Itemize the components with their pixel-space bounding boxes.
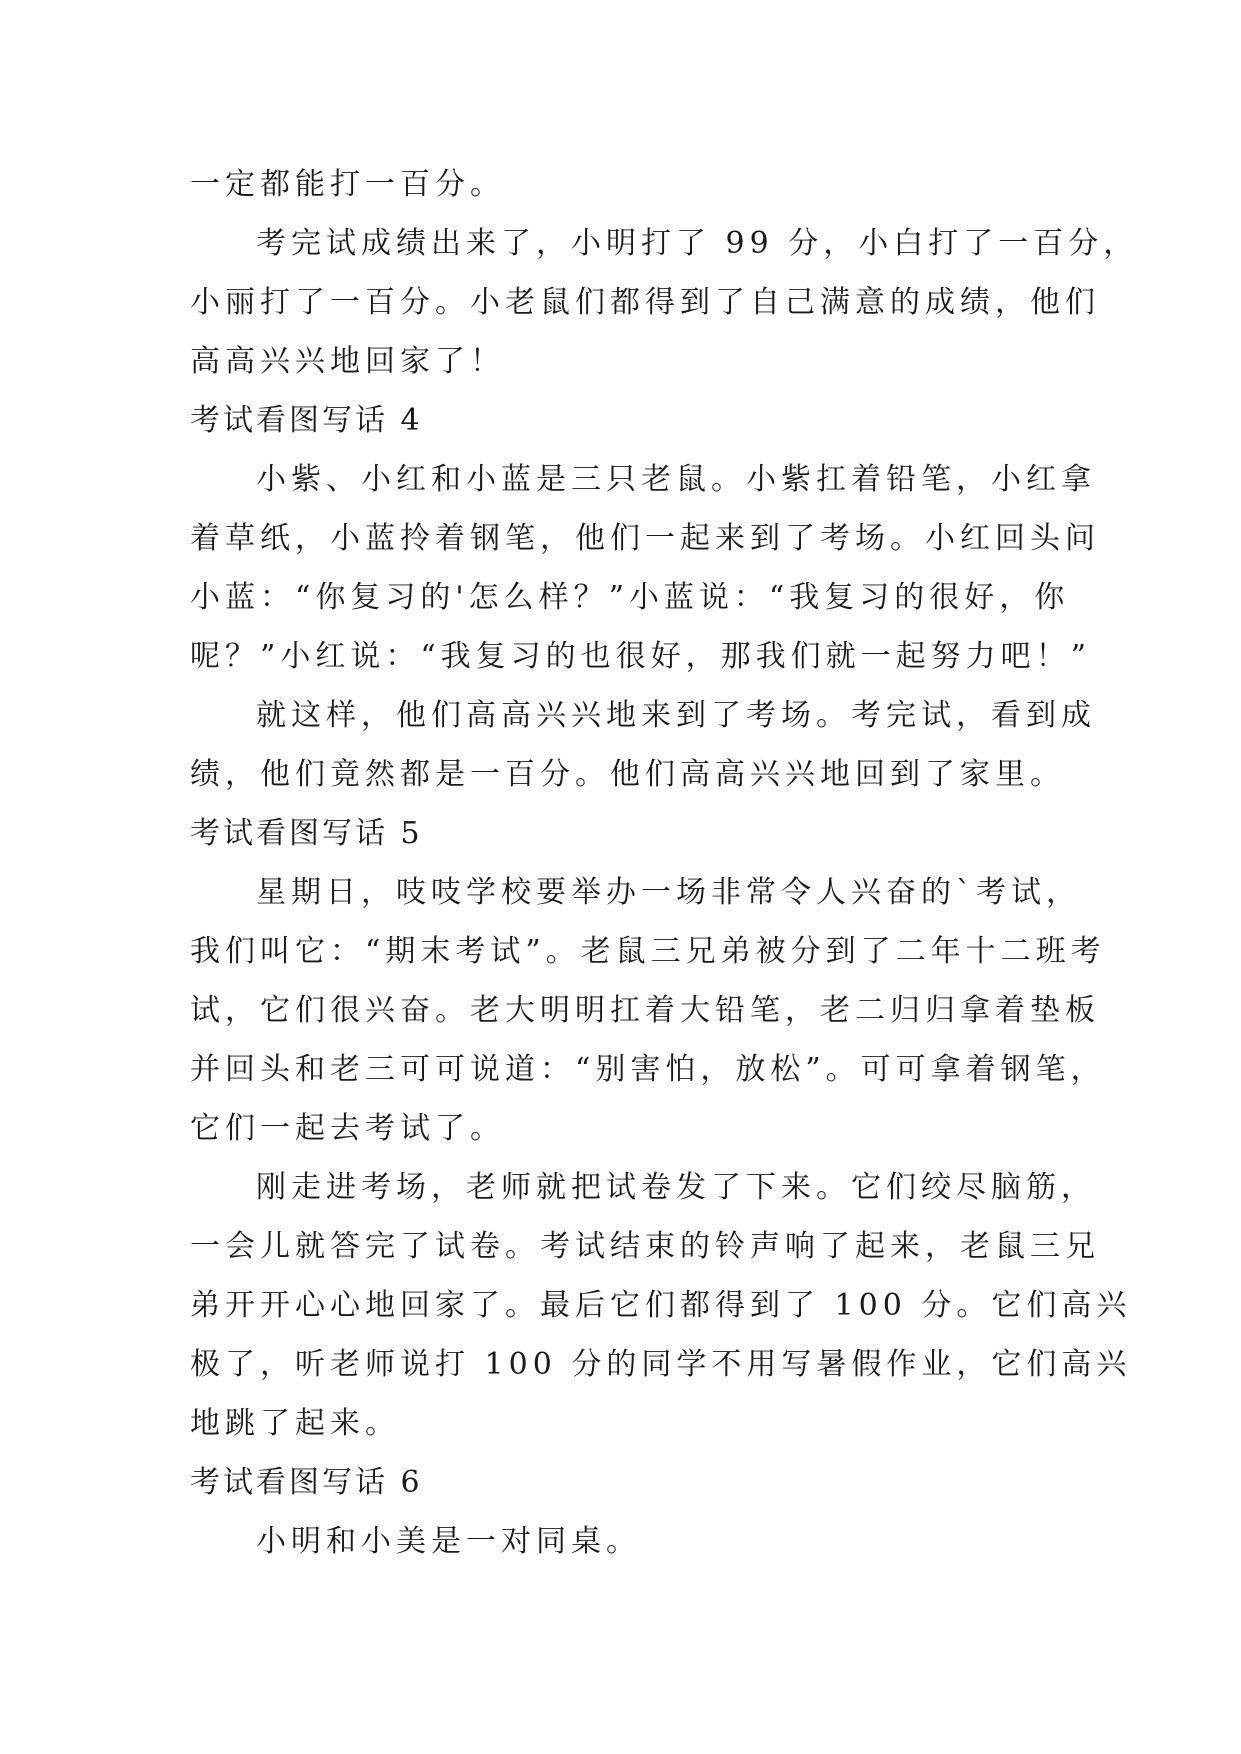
paragraph-line: 星期日，吱吱学校要举办一场非常令人兴奋的`考试， (256, 875, 1081, 910)
paragraph-line: 它们一起去考试了。 (190, 1111, 505, 1146)
paragraph-line: 小丽打了一百分。小老鼠们都得到了自己满意的成绩，他们 (190, 285, 1100, 320)
paragraph-line: 我们叫它：“期末考试”。老鼠三兄弟被分到了二年十二班考 (190, 934, 1106, 969)
paragraph-line: 考完试成绩出来了，小明打了 99 分，小白打了一百分， (256, 226, 1139, 261)
paragraph-line: 弟开开心心地回家了。最后它们都得到了 100 分。它们高兴 (190, 1288, 1132, 1323)
paragraph-line: 就这样，他们高高兴兴地来到了考场。考完试，看到成 (256, 698, 1096, 733)
section-heading: 考试看图写话 5 (190, 816, 423, 851)
document-page (190, 155, 1139, 1571)
paragraph-line: 刚走进考场，老师就把试卷发了下来。它们绞尽脑筋， (256, 1170, 1096, 1205)
paragraph-line: 极了，听老师说打 100 分的同学不用写暑假作业，它们高兴 (190, 1347, 1132, 1382)
paragraph-line: 绩，他们竟然都是一百分。他们高高兴兴地回到了家里。 (190, 757, 1065, 792)
paragraph-line: 试，它们很兴奋。老大明明扛着大铅笔，老二归归拿着垫板 (190, 993, 1100, 1028)
paragraph-line: 高高兴兴地回家了！ (190, 344, 505, 379)
paragraph-line: 小紫、小红和小蓝是三只老鼠。小紫扛着铅笔，小红拿 (256, 462, 1096, 497)
section-heading: 考试看图写话 6 (190, 1465, 423, 1500)
paragraph-line: 呢？”小红说：“我复习的也很好，那我们就一起努力吧！” (190, 639, 1092, 674)
paragraph-line: 着草纸，小蓝拎着钢笔，他们一起来到了考场。小红回头问 (190, 521, 1100, 556)
paragraph-line: 小蓝：“你复习的'怎么样？”小蓝说：“我复习的很好，你 (190, 580, 1070, 615)
paragraph-line: 地跳了起来。 (190, 1406, 400, 1441)
paragraph-line: 并回头和老三可可说道：“别害怕，放松”。可可拿着钢笔， (190, 1052, 1106, 1087)
paragraph-line: 一定都能打一百分。 (190, 167, 505, 202)
paragraph-line: 小明和小美是一对同桌。 (256, 1524, 641, 1559)
paragraph-line: 一会儿就答完了试卷。考试结束的铃声响了起来，老鼠三兄 (190, 1229, 1100, 1264)
section-heading: 考试看图写话 4 (190, 403, 423, 438)
